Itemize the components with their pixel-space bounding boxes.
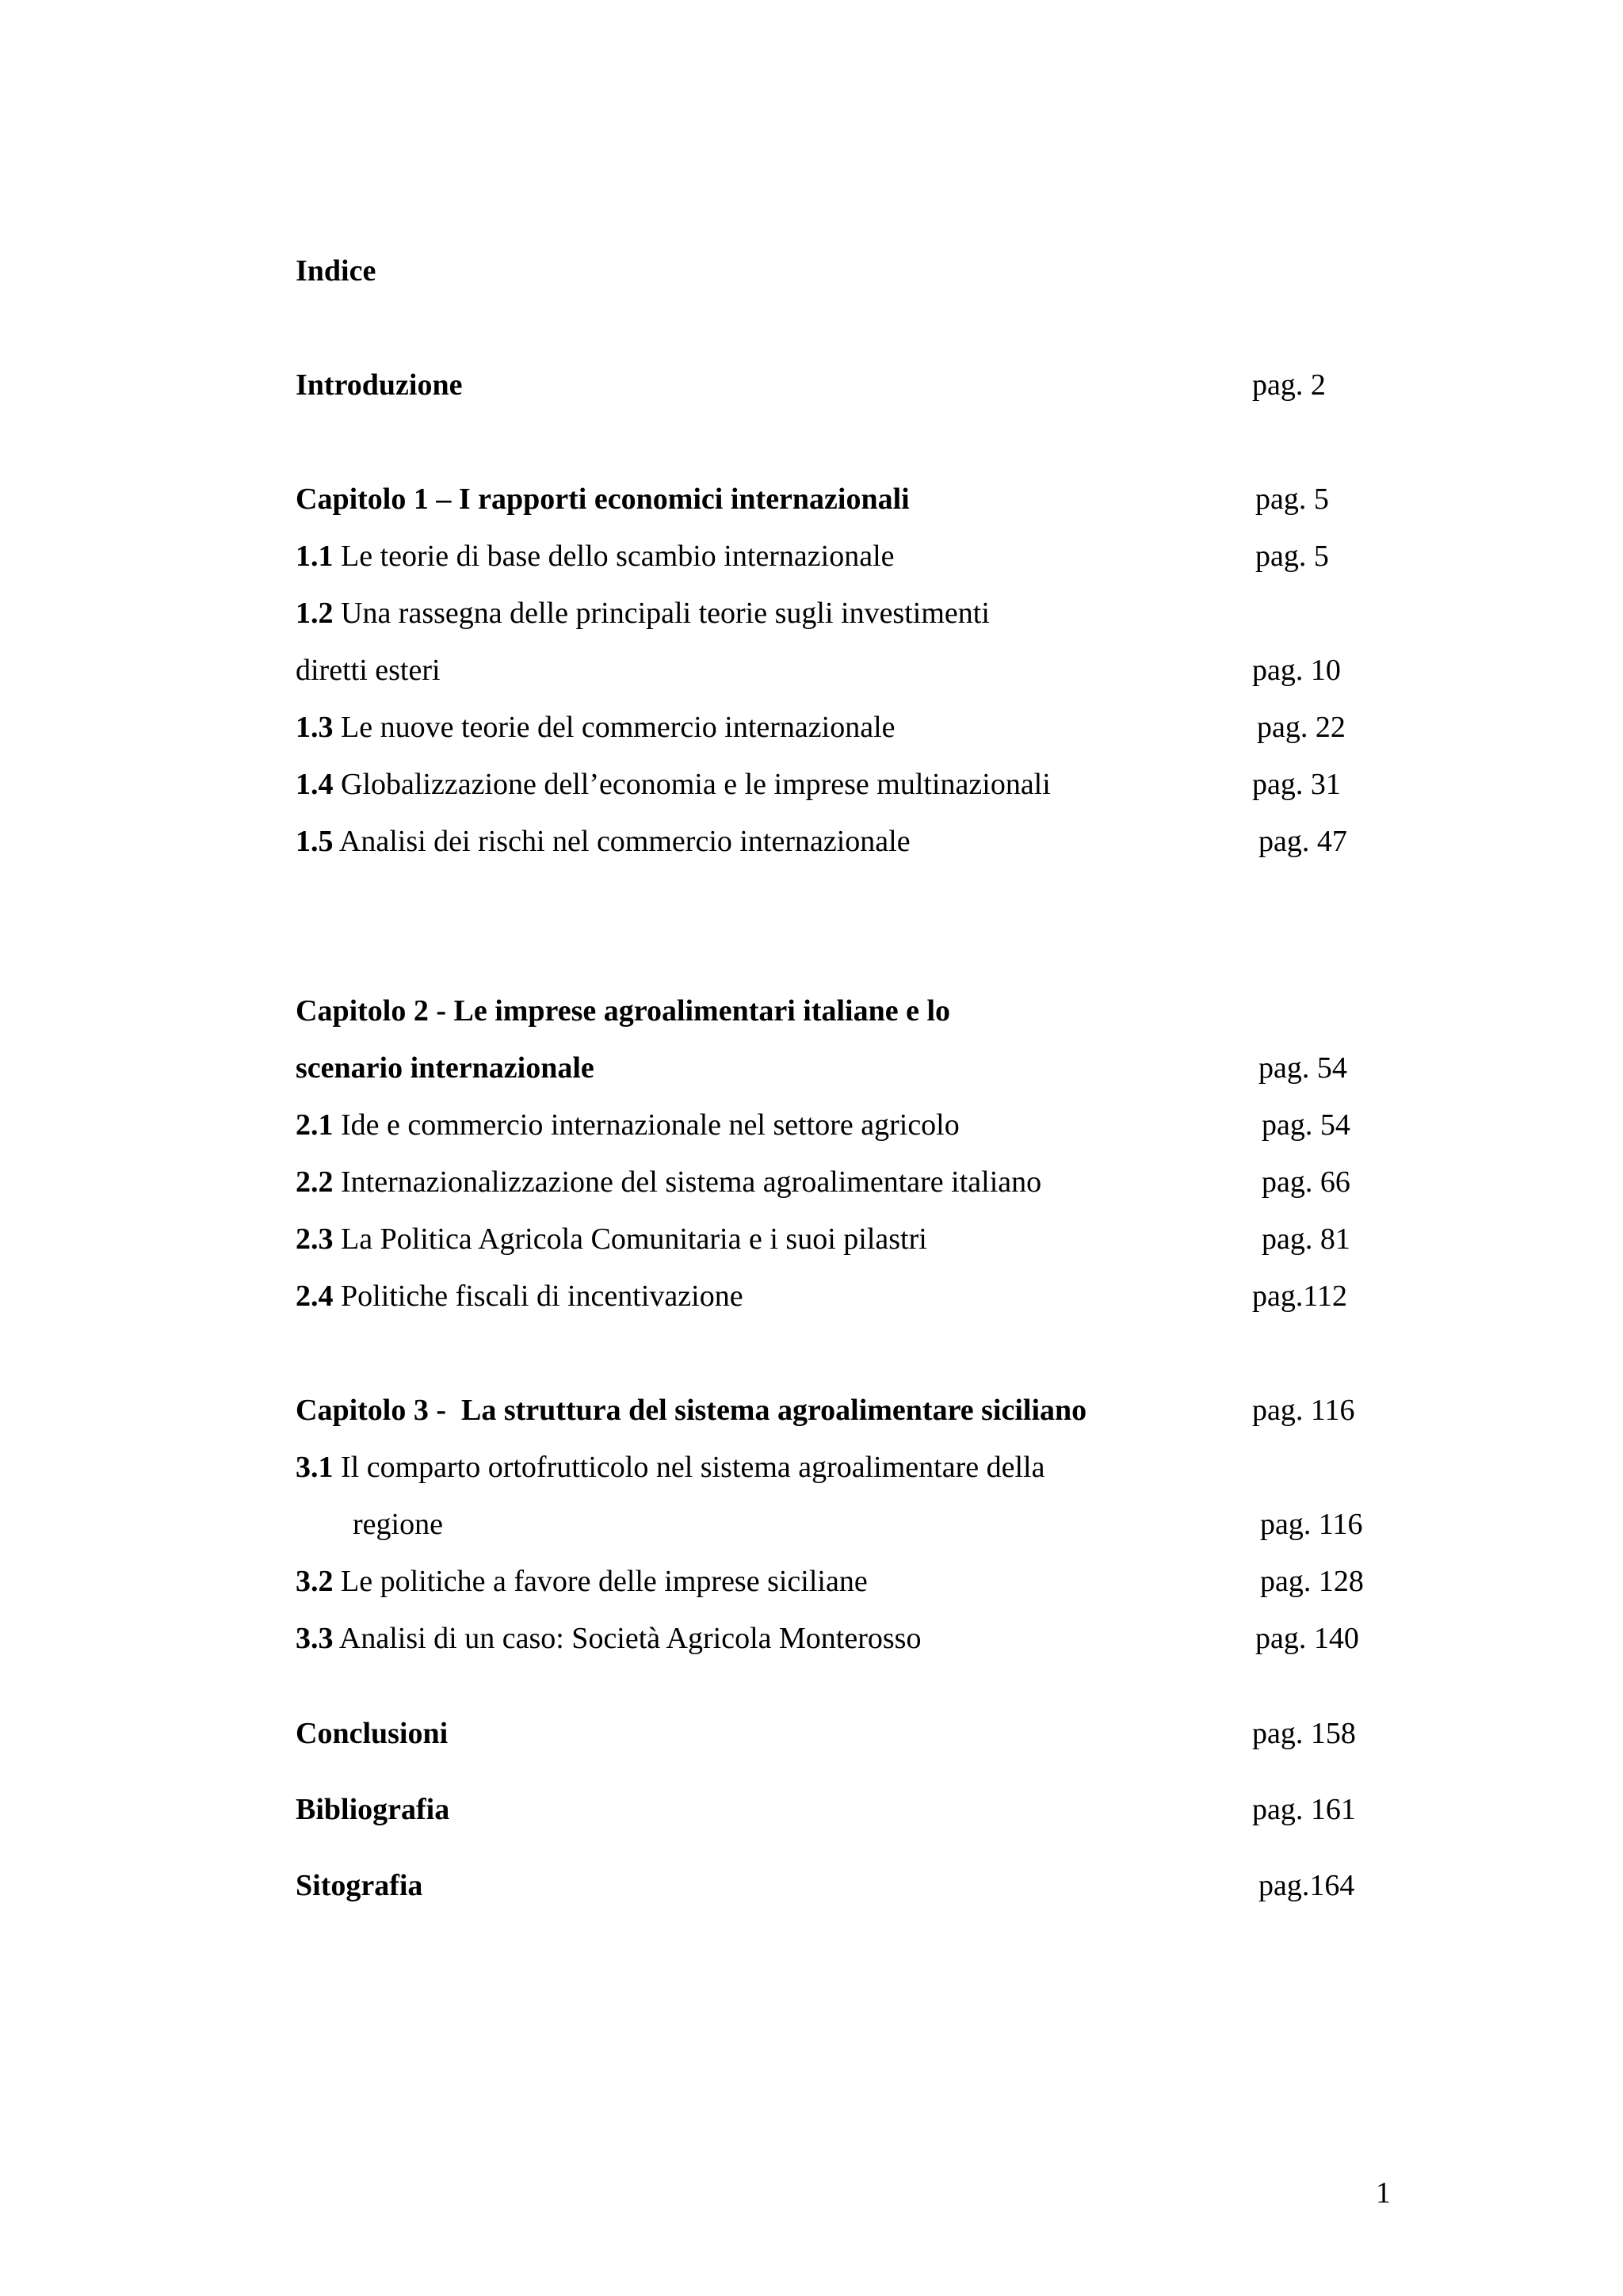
section-title: Globalizzazione dell’economia e le imprese multinazionali bbox=[333, 768, 1051, 801]
toc-entry-2-2 bbox=[296, 1160, 1041, 1204]
toc-entry-introduzione: Introduzione bbox=[296, 368, 463, 402]
section-number: 1.3 bbox=[296, 711, 334, 744]
section-title: Analisi dei rischi nel commercio internazionale bbox=[333, 825, 911, 858]
section-number: 1.1 bbox=[296, 540, 334, 573]
section-title: Le politiche a favore delle imprese siciliane bbox=[333, 1565, 868, 1598]
toc-page-1-4: pag. 31 bbox=[1252, 768, 1341, 801]
toc-page-2-2: pag. 66 bbox=[1262, 1165, 1350, 1199]
section-title: Le nuove teorie del commercio internazionale bbox=[333, 711, 896, 744]
section-title: Le teorie di base dello scambio internazionale bbox=[333, 540, 895, 573]
toc-page-2-4: pag.112 bbox=[1252, 1280, 1347, 1313]
toc-entry-1-2-cont: diretti esteri bbox=[296, 654, 441, 687]
section-title: Internazionalizzazione del sistema agroalimentare italiano bbox=[333, 1165, 1042, 1199]
section-number: 2.2 bbox=[296, 1165, 334, 1199]
toc-entry-bibliografia: Bibliografia bbox=[296, 1793, 450, 1826]
section-title: Ide e commercio internazionale nel settore agricolo bbox=[333, 1108, 960, 1142]
toc-entry-2-4 bbox=[296, 1274, 743, 1318]
section-number: 3.1 bbox=[296, 1451, 334, 1484]
section-number: 3.2 bbox=[296, 1565, 334, 1598]
section-number: 3.3 bbox=[296, 1622, 334, 1655]
toc-entry-3-1-cont: regione bbox=[353, 1508, 443, 1541]
section-number: 2.4 bbox=[296, 1280, 334, 1313]
section-title: La Politica Agricola Comunitaria e i suoi pilastri bbox=[333, 1222, 927, 1256]
toc-entry-1-1 bbox=[296, 534, 895, 578]
toc-entry-2-3 bbox=[296, 1217, 927, 1261]
toc-page-3-1: pag. 116 bbox=[1260, 1508, 1363, 1541]
toc-page-1-5: pag. 47 bbox=[1258, 825, 1347, 858]
toc-entry-conclusioni: Conclusioni bbox=[296, 1717, 449, 1750]
toc-entry-1-5 bbox=[296, 819, 911, 864]
toc-page-1-2: pag. 10 bbox=[1252, 654, 1341, 687]
toc-page-3-3: pag. 140 bbox=[1255, 1622, 1359, 1655]
toc-page-1-3: pag. 22 bbox=[1257, 711, 1346, 744]
toc-entry-capitolo-2: Capitolo 2 - Le imprese agroalimentari italiane e lo bbox=[296, 994, 951, 1028]
toc-entry-capitolo-2-cont: scenario internazionale bbox=[296, 1051, 594, 1085]
toc-page-2-1: pag. 54 bbox=[1262, 1108, 1350, 1142]
toc-page-capitolo-3: pag. 116 bbox=[1252, 1394, 1355, 1427]
toc-entry-3-2 bbox=[296, 1559, 868, 1604]
toc-entry-1-4 bbox=[296, 762, 1051, 807]
toc-entry-3-3 bbox=[296, 1616, 921, 1661]
toc-entry-capitolo-3: Capitolo 3 - La struttura del sistema agroalimentare siciliano bbox=[296, 1394, 1087, 1427]
section-number: 2.1 bbox=[296, 1108, 334, 1142]
section-number: 1.2 bbox=[296, 597, 334, 630]
toc-page-conclusioni: pag. 158 bbox=[1252, 1717, 1356, 1750]
toc-page-2-3: pag. 81 bbox=[1262, 1222, 1350, 1256]
toc-entry-capitolo-1: Capitolo 1 – I rapporti economici internazionali bbox=[296, 482, 910, 516]
toc-entry-sitografia: Sitografia bbox=[296, 1869, 423, 1902]
section-number: 2.3 bbox=[296, 1222, 334, 1256]
section-number: 1.5 bbox=[296, 825, 334, 858]
toc-entry-2-1 bbox=[296, 1103, 960, 1147]
toc-page-capitolo-2: pag. 54 bbox=[1258, 1051, 1347, 1085]
toc-page-capitolo-1: pag. 5 bbox=[1255, 482, 1329, 516]
toc-entry-1-2 bbox=[296, 591, 990, 635]
section-title: Politiche fiscali di incentivazione bbox=[333, 1280, 743, 1313]
toc-page-introduzione: pag. 2 bbox=[1252, 368, 1326, 402]
page-number: 1 bbox=[1376, 2176, 1391, 2210]
toc-page-1-1: pag. 5 bbox=[1255, 540, 1329, 573]
toc-page-3-2: pag. 128 bbox=[1260, 1565, 1364, 1598]
section-title: Una rassegna delle principali teorie sugli investimenti bbox=[333, 597, 990, 630]
toc-page-sitografia: pag.164 bbox=[1258, 1869, 1355, 1902]
toc-entry-1-3 bbox=[296, 705, 896, 749]
section-title: Analisi di un caso: Società Agricola Monterosso bbox=[333, 1622, 922, 1655]
section-title: Il comparto ortofrutticolo nel sistema agroalimentare della bbox=[333, 1451, 1045, 1484]
section-number: 1.4 bbox=[296, 768, 334, 801]
toc-page-bibliografia: pag. 161 bbox=[1252, 1793, 1356, 1826]
toc-title: Indice bbox=[296, 254, 376, 288]
toc-entry-3-1 bbox=[296, 1445, 1044, 1489]
